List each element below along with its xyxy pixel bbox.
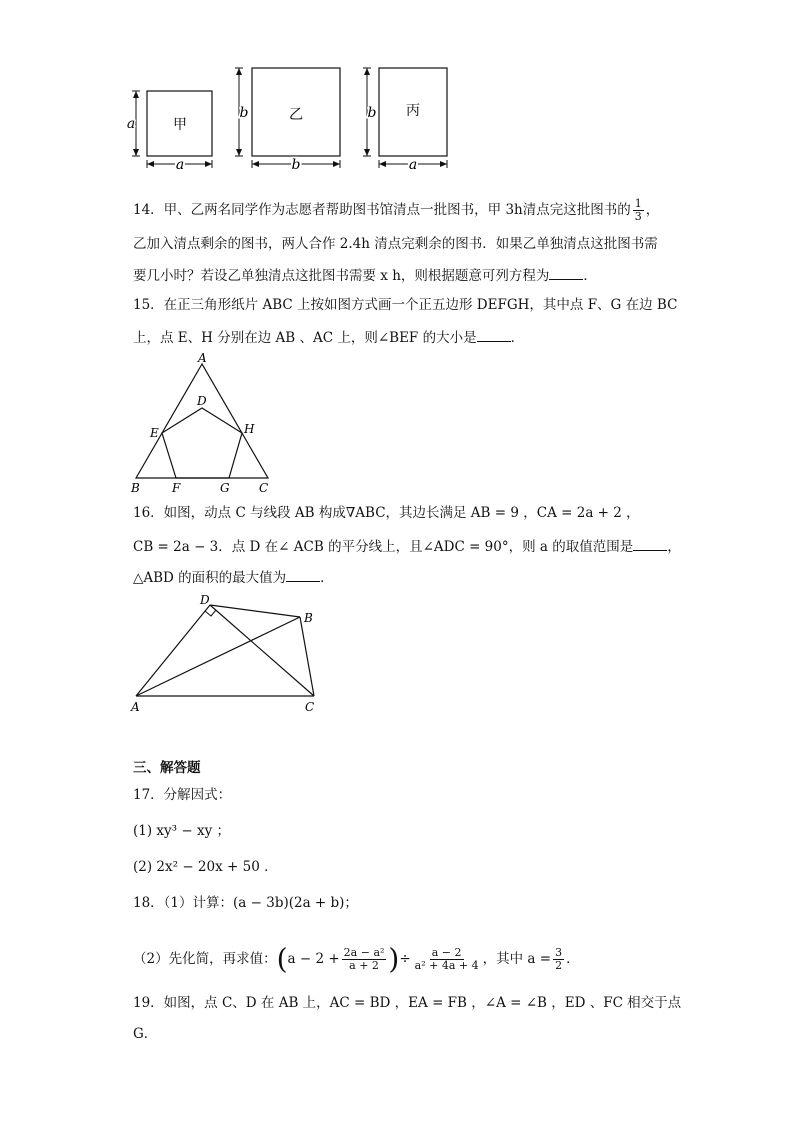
rect-yi-label: 乙	[289, 107, 303, 123]
point-a-label: A	[198, 351, 207, 365]
rect-yi-side-left: b	[239, 105, 249, 121]
point-f-label: F	[172, 481, 181, 495]
pentagon-figure	[128, 350, 278, 498]
q14-line1: 14．甲、乙两名同学作为志愿者帮助图书馆清点一批图书，甲 3h清点完这批图书的 $\frac{1}{3}$ ，	[133, 197, 660, 223]
right-angle-mark	[205, 610, 216, 616]
q18-fraction-2: $\frac{a - 2}{\text{a² + 4a + 4}}$	[414, 946, 479, 972]
q19-line2: G．	[133, 1026, 158, 1042]
point-h-label: H	[244, 422, 255, 436]
triangle-abc	[136, 364, 268, 478]
point-d-label: D	[197, 394, 207, 408]
rect-bing-side-left: b	[367, 105, 377, 121]
rect-jia-label: 甲	[173, 117, 187, 133]
q17-title: 17．分解因式：	[133, 787, 232, 803]
point-d-label: D	[200, 593, 210, 607]
q18-part2: （2）先化简，再求值：(a − 2 + $\frac{\text{2a − a²}}{a + 2}$ )÷ $\frac{a - 2}{\text{a² + 4a + 4}}$ ，其中 a = $\frac{3}{2}$ ．	[133, 942, 580, 976]
q16-answer-blank-2	[286, 567, 320, 582]
q19-line1: 19．如图，点 C、D 在 AB 上，AC = BD ，EA = FB ，∠A = ∠B ，ED 、FC 相交于点	[133, 995, 682, 1011]
point-c-label: C	[305, 700, 315, 714]
section-title: 三、解答题	[133, 760, 201, 776]
q16-answer-blank-1	[633, 536, 667, 551]
point-b-label: B	[304, 611, 313, 625]
pentagon-defgh	[162, 408, 242, 478]
q17-part2: (2) 2x² − 20x + 50 ．	[133, 859, 278, 875]
q16-line3: △ABD 的面积的最大值为 ．	[133, 567, 334, 588]
rect-jia-side-bottom: a	[175, 157, 185, 173]
q14-line2: 乙加入清点剩余的图书，两人合作 2.4h 清点完剩余的图书．如果乙单独清点这批图书需	[133, 236, 658, 252]
q15-line2: 上，点 E、H 分别在边 AB 、AC 上，则∠BEF 的大小是 ．	[133, 327, 524, 348]
quad-figure	[128, 590, 328, 716]
rect-yi-side-bottom: b	[291, 157, 301, 173]
q14-answer-blank	[549, 265, 583, 280]
rect-bing-label: 丙	[406, 103, 420, 119]
rectangles-figure	[120, 60, 460, 175]
point-a-label: A	[131, 700, 140, 714]
point-c-label: C	[259, 481, 269, 495]
q18-part1: 18．（1）计算：(a − 3b)(2a + b)；	[133, 895, 358, 911]
rect-bing-side-bottom: a	[408, 157, 418, 173]
q14-line3: 要几小时？若设乙单独清点这批图书需要 x h，则根据题意可列方程为 ．	[133, 265, 597, 286]
point-b-label: B	[131, 481, 140, 495]
point-e-label: E	[150, 426, 159, 440]
q15-answer-blank	[477, 327, 511, 342]
q17-part1: (1) xy³ − xy ；	[133, 823, 230, 839]
q18-fraction-1: $\frac{\text{2a − a²}}{a + 2}$	[343, 946, 385, 972]
q16-line2: CB = 2a − 3．点 D 在∠ ACB 的平分线上，且∠ADC = 90°，则 a 的取值范围是 ，	[133, 536, 681, 557]
q14-fraction: $\frac{1}{3}$	[634, 197, 642, 223]
q16-line1: 16．如图，动点 C 与线段 AB 构成∇ABC，其边长满足 AB = 9 ，CA = 2a + 2 ，	[133, 505, 640, 521]
rect-jia-side-left: a	[126, 116, 136, 132]
q15-line1: 15．在正三角形纸片 ABC 上按如图方式画一个正五边形 DEFGH，其中点 F、G 在边 BC	[133, 297, 678, 313]
q18-fraction-3: $\frac{3}{2}$	[555, 946, 563, 972]
point-g-label: G	[220, 481, 230, 495]
